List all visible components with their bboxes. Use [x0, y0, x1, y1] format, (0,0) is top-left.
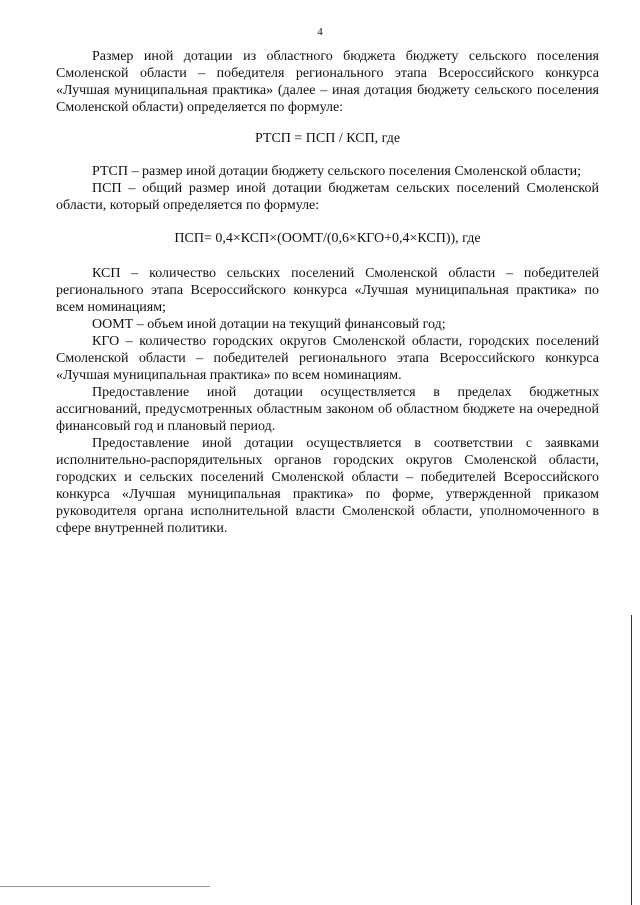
- formula-psp: ПСП= 0,4×КСП×(ООМТ/(0,6×КГО+0,4×КСП)), где: [174, 231, 481, 246]
- document-body: [56, 48, 599, 537]
- paragraph-ksp-definition: КСП – количество сельских поселений Смоленской области – победителей регионального этапа Всероссийского конкурса «Лучшая муниципальная практика» по всем номинациям;: [56, 266, 599, 315]
- scan-edge-bottom: [0, 886, 210, 887]
- paragraph-rtsp-definition: РТСП – размер иной дотации бюджету сельского поселения Смоленской области;: [92, 164, 582, 179]
- paragraph-kgo-definition: КГО – количество городских округов Смоленской области, городских поселений Смоленской области – победителей регионального этапа Всероссийского конкурса «Лучшая муниципальная практика» по всем номинациям.: [56, 334, 599, 383]
- formula-rtsp: РТСП = ПСП / КСП, где: [254, 131, 401, 146]
- paragraph-applications: Предоставление иной дотации осуществляется в соответствии с заявками исполнительно-распорядительных органов городских округов Смоленской области, городских и сельских поселений Смоленской области – победителей Всероссийского конкурса «Лучшая муниципальная практика» по форме, утвержденной приказом руководителя органа исполнительной власти Смоленской области, уполномоченного в сфере внутренней политики.: [56, 436, 599, 536]
- paragraph-psp-definition: ПСП – общий размер иной дотации бюджетам сельских поселений Смоленской области, который определяется по формуле:: [56, 181, 599, 213]
- scan-edge-right: [631, 615, 632, 905]
- page-number: 4: [317, 26, 323, 38]
- paragraph-budget-limits: Предоставление иной дотации осуществляется в пределах бюджетных ассигнований, предусмотренных областным законом об областном бюджете на очередной финансовый год и плановый период.: [56, 385, 599, 434]
- paragraph-oomt-definition: ООМТ – объем иной дотации на текущий финансовый год;: [92, 317, 446, 332]
- paragraph-dotation-size: Размер иной дотации из областного бюджета бюджету сельского поселения Смоленской области – победителя регионального этапа Всероссийского конкурса «Лучшая муниципальная практика» (далее – иная дотация бюджету сельского поселения Смоленской области) определяется по формуле:: [56, 49, 599, 115]
